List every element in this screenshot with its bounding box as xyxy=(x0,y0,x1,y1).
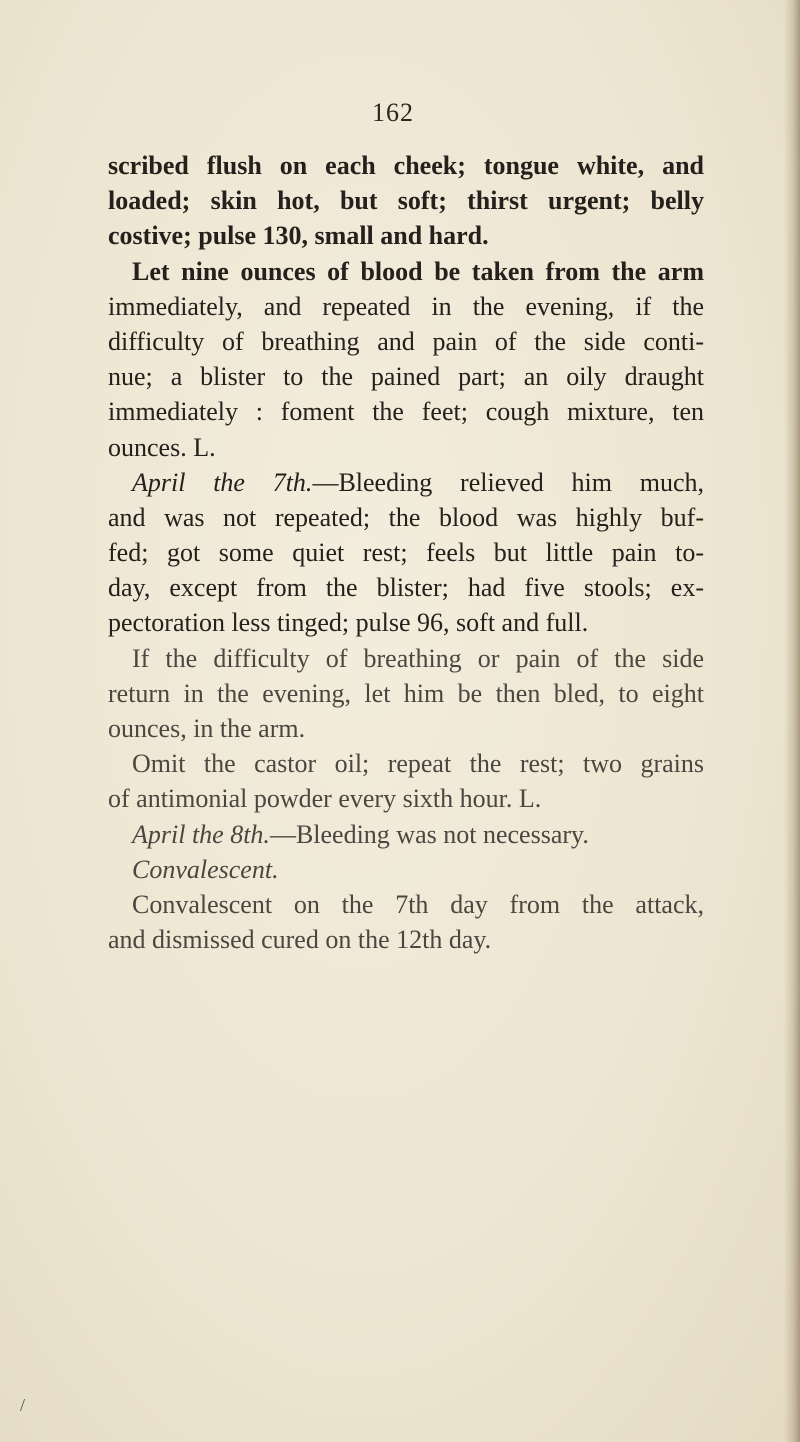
text-line xyxy=(108,781,704,816)
text-run: of antimonial powder every sixth hour. L. xyxy=(108,784,542,814)
text-run: —Bleeding relieved him much, xyxy=(312,467,704,497)
text-line xyxy=(108,887,704,922)
text-run: difficulty of breathing and pain of the side conti- xyxy=(108,326,704,356)
text-line xyxy=(108,570,704,605)
text-line xyxy=(108,605,704,640)
text-line xyxy=(108,183,704,218)
text-line xyxy=(108,465,704,500)
text-line xyxy=(108,746,704,781)
text-run: Let nine ounces of blood be taken from the arm xyxy=(132,256,704,286)
text-run: Omit the castor oil; repeat the rest; two grains xyxy=(132,749,704,779)
text-line xyxy=(108,641,704,676)
text-run: pectoration less tinged; pulse 96, soft and full. xyxy=(108,608,589,638)
italic-text-run: April the 7th. xyxy=(132,467,313,497)
page-number: 162 xyxy=(372,98,414,127)
text-line xyxy=(108,676,704,711)
text-line xyxy=(108,430,704,465)
page-edge-shadow xyxy=(784,0,800,1442)
text-line xyxy=(108,922,704,957)
text-run: If the difficulty of breathing or pain of the side xyxy=(132,643,704,673)
stray-mark: / xyxy=(20,1395,26,1415)
text-run: day, except from the blister; had five stools; ex- xyxy=(108,573,704,603)
text-run: and was not repeated; the blood was highly buf- xyxy=(108,502,704,532)
text-run: costive; pulse 130, small and hard. xyxy=(108,221,489,251)
text-line xyxy=(108,817,704,852)
text-run: Convalescent on the 7th day from the attack, xyxy=(132,889,704,919)
text-run: fed; got some quiet rest; feels but little pain to- xyxy=(108,538,704,568)
text-run: scribed flush on each cheek; tongue white, and xyxy=(108,151,704,180)
text-line xyxy=(108,148,704,183)
text-line xyxy=(108,535,704,570)
italic-text-run: April the 8th. xyxy=(132,819,270,849)
text-line xyxy=(108,852,704,887)
text-line xyxy=(108,289,704,324)
text-run: loaded; skin hot, but soft; thirst urgent; belly xyxy=(108,186,704,216)
text-run: immediately : foment the feet; cough mixture, ten xyxy=(108,397,704,427)
text-run: —Bleeding was not necessary. xyxy=(269,819,589,849)
text-run: ounces, in the arm. xyxy=(108,714,306,743)
text-line xyxy=(108,218,704,253)
text-run: ounces. L. xyxy=(108,432,216,462)
text-line xyxy=(108,359,704,394)
text-run: nue; a blister to the pained part; an oily draught xyxy=(108,362,704,392)
text-run: return in the evening, let him be then bled, to eight xyxy=(108,678,704,708)
text-line xyxy=(108,500,704,535)
text-line xyxy=(108,394,704,429)
text-line xyxy=(108,324,704,359)
text-line xyxy=(108,711,704,746)
italic-text-run: Convalescent. xyxy=(132,854,279,884)
text-line xyxy=(108,254,704,289)
text-run: immediately, and repeated in the evening, if the xyxy=(108,291,704,321)
text-run: and dismissed cured on the 12th day. xyxy=(108,925,492,955)
body-text xyxy=(108,148,704,957)
